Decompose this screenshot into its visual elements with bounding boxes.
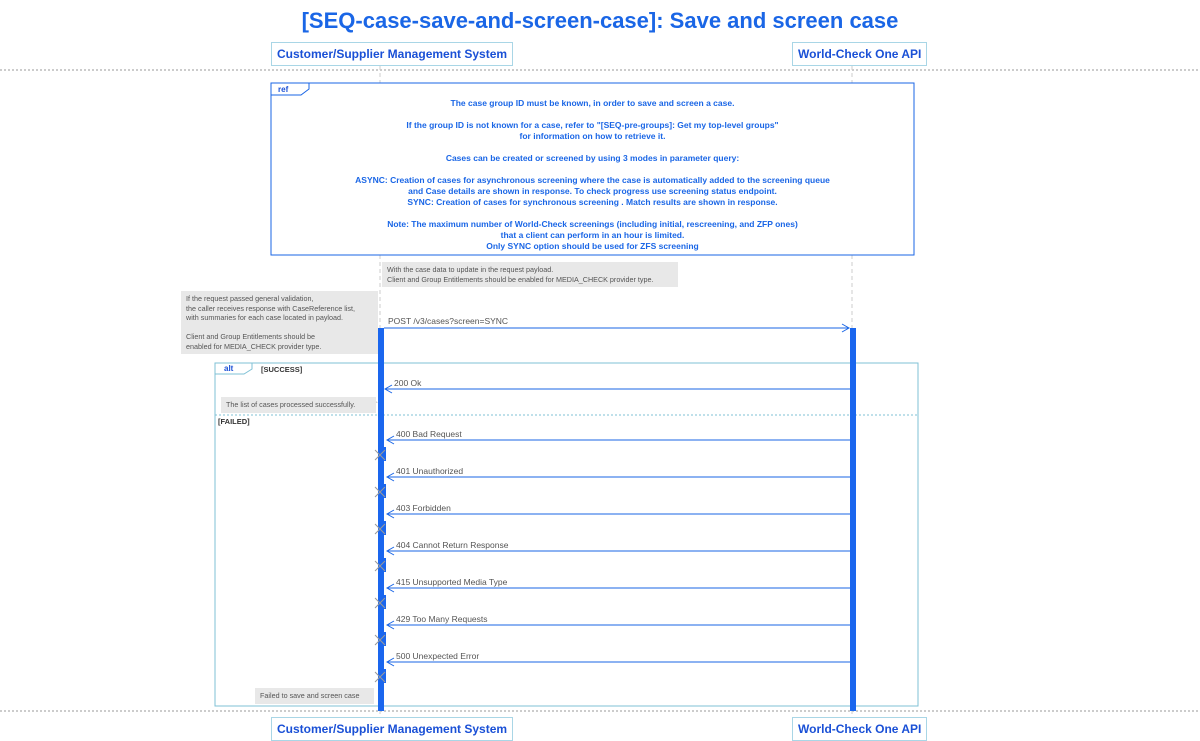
ref-line xyxy=(272,164,913,175)
ref-line: Only SYNC option should be used for ZFS screening xyxy=(486,241,699,251)
page-title: [SEQ-case-save-and-screen-case]: Save and screen case xyxy=(301,8,899,33)
alt-frame xyxy=(215,363,918,706)
ref-line: that a client can perform in an hour is limited. xyxy=(500,230,685,240)
ref-tab xyxy=(271,83,309,95)
error-response-label: 500 Unexpected Error xyxy=(396,651,480,661)
error-response-label: 404 Cannot Return Response xyxy=(396,540,509,550)
success-response-label: 200 Ok xyxy=(394,378,422,388)
ref-line: If the group ID is not known for a case, refer to "[SEQ-pre-groups]: Get my top-level groups" xyxy=(406,120,779,130)
ref-line xyxy=(272,109,913,120)
error-response-label: 401 Unauthorized xyxy=(396,466,464,476)
request-label: POST /v3/cases?screen=SYNC xyxy=(388,316,509,326)
participant-right-bottom: World-Check One API xyxy=(792,717,927,741)
note-line: If the request passed general validation, xyxy=(186,294,314,303)
ref-line: ASYNC: Creation of cases for asynchronous screening where the case is automatically added to the screening queue xyxy=(355,175,830,185)
success-guard: [SUCCESS] xyxy=(261,365,303,374)
note-validation xyxy=(181,291,378,354)
failed-guard: [FAILED] xyxy=(218,417,250,426)
ref-line: Cases can be created or screened by using 3 modes in parameter query: xyxy=(445,153,740,163)
error-response-label: 403 Forbidden xyxy=(396,503,451,513)
note-line: With the case data to update in the request payload. xyxy=(387,265,554,274)
ref-line: SYNC: Creation of cases for synchronous screening . Match results are shown in response. xyxy=(407,197,778,207)
error-arrow-403 xyxy=(375,510,850,535)
ref-line: The case group ID must be known, in order to save and screen a case. xyxy=(450,98,735,108)
error-arrow-500 xyxy=(375,658,850,683)
error-response-label: 400 Bad Request xyxy=(396,429,462,439)
ref-label: ref xyxy=(278,85,289,94)
error-arrow-415 xyxy=(375,584,850,609)
note-line: enabled for MEDIA_CHECK provider type. xyxy=(186,341,322,351)
error-arrow-401 xyxy=(375,473,850,498)
note-line xyxy=(186,323,373,333)
note-failed: Failed to save and screen case xyxy=(255,688,374,704)
ref-line xyxy=(272,208,913,219)
alt-label: alt xyxy=(224,364,234,373)
error-response-label: 429 Too Many Requests xyxy=(396,614,488,624)
ref-line: for information on how to retrieve it. xyxy=(519,131,666,141)
ref-line: and Case details are shown in response. To check progress use screening status endpoint. xyxy=(408,186,777,196)
participant-right-top: World-Check One API xyxy=(792,42,927,66)
alt-tab xyxy=(215,363,252,374)
ref-line: Note: The maximum number of World-Check screenings (including initial, rescreening, and ZFP ones) xyxy=(387,219,798,229)
note-line: with summaries for each case located in payload. xyxy=(186,313,344,322)
error-arrow-404 xyxy=(375,547,850,572)
note-line: the caller receives response with CaseReference list, xyxy=(186,303,355,313)
participant-left-top: Customer/Supplier Management System xyxy=(271,42,513,66)
participant-left-bottom: Customer/Supplier Management System xyxy=(271,717,513,741)
error-arrow-429 xyxy=(375,621,850,646)
error-response-label: 415 Unsupported Media Type xyxy=(396,577,508,587)
note-line: Client and Group Entitlements should be xyxy=(186,332,316,341)
note-payload xyxy=(382,262,678,287)
note-line: Client and Group Entitlements should be enabled for MEDIA_CHECK provider type. xyxy=(387,274,654,284)
note-success: The list of cases processed successfully. xyxy=(221,397,376,413)
activation-bar-left xyxy=(378,328,384,711)
error-arrow-400 xyxy=(375,436,850,461)
ref-text xyxy=(272,98,913,252)
activation-bar-right xyxy=(850,328,856,711)
ref-line xyxy=(272,142,913,153)
